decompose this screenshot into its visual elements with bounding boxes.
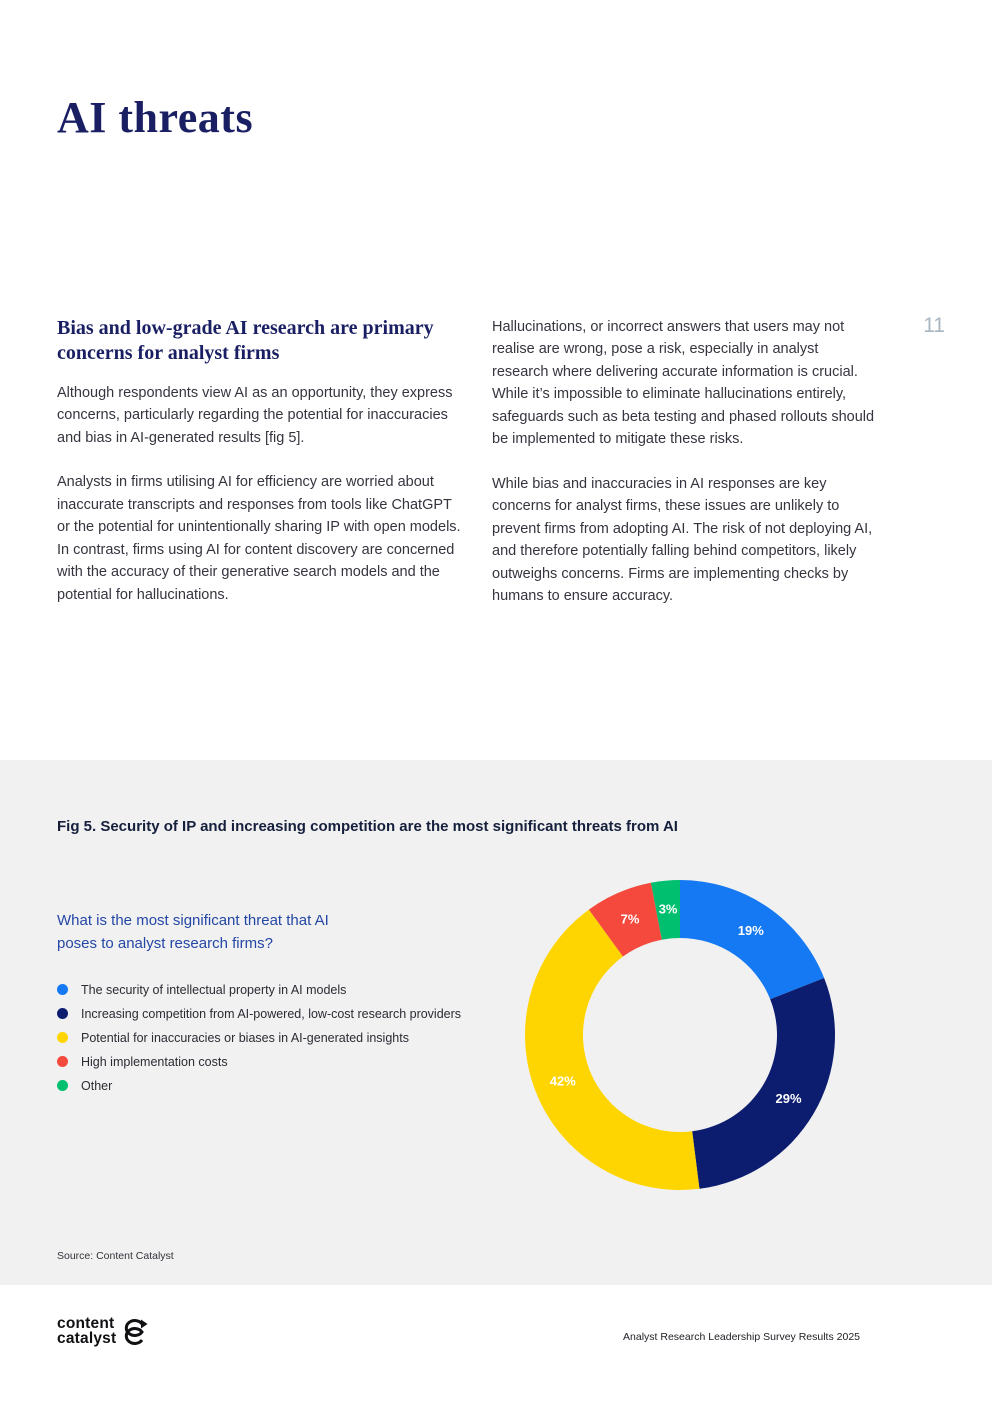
donut-segment [692, 978, 835, 1189]
content-catalyst-logo [57, 1317, 148, 1346]
figure-section [0, 760, 992, 1285]
paragraph: Although respondents view AI as an opportunity, they express concerns, particularly regarding the potential for inaccuracies and bias in AI-generated results [fig 5]. [57, 385, 453, 446]
legend-label: Increasing competition from AI-powered, low-cost research providers [81, 1006, 462, 1021]
logo-text [57, 1317, 116, 1346]
section-heading: Bias and low-grade AI research are primary concerns for analyst firms [57, 317, 434, 364]
figure-question: What is the most significant threat that AI poses to analyst research firms? [57, 912, 329, 952]
left-column [57, 316, 462, 630]
legend-label: Other [81, 1078, 113, 1093]
paragraph: While bias and inaccuracies in AI responses are key concerns for analyst firms, these issues are unlikely to prevent firms from adopting AI. The risk of not deploying AI, and therefore potentially falling behind competitors, likely outweighs concerns. Firms are implementing checks by humans to ensure accuracy. [492, 475, 873, 605]
legend-label: High implementation costs [81, 1054, 228, 1069]
footer-report-title: Analyst Research Leadership Survey Results 2025 [623, 1331, 860, 1343]
slice-label: 29% [775, 1091, 802, 1107]
legend-dot-icon [57, 984, 68, 995]
paragraph: Hallucinations, or incorrect answers that users may not realise are wrong, pose a risk, especially in analyst research where delivering accurate information is crucial. While it’s impossible to eliminate hallucinations entirely, safeguards such as beta testing and phased rollouts should be implemented to mitigate these risks. [492, 319, 875, 448]
body-columns [57, 316, 875, 630]
legend-label: The security of intellectual property in AI models [81, 982, 347, 997]
legend-item [57, 982, 461, 997]
figure-caption: Fig 5. Security of IP and increasing competition are the most significant threats from AI [57, 818, 678, 835]
page-title: AI threats [57, 93, 254, 142]
figure-source: Source: Content Catalyst [57, 1250, 174, 1262]
donut-segment [680, 880, 824, 999]
legend-dot-icon [57, 1008, 68, 1019]
slice-label: 3% [658, 901, 678, 917]
right-column [492, 316, 875, 630]
paragraph: Analysts in firms utilising AI for efficiency are worried about inaccurate transcripts and responses from tools like ChatGPT or the potential for unintentionally sharing IP with open models. In contrast, firms using AI for content discovery are concerned with the accuracy of their generative search models and the potential for hallucinations. [57, 474, 461, 603]
logo-line1: content [57, 1315, 115, 1332]
legend-label: Potential for inaccuracies or biases in AI-generated insights [81, 1030, 409, 1045]
legend-item [57, 1030, 461, 1045]
chart-legend [57, 982, 461, 1102]
legend-dot-icon [57, 1056, 68, 1067]
slice-label: 19% [737, 922, 764, 938]
legend-item [57, 1078, 461, 1093]
logo-mark-icon [122, 1318, 148, 1346]
page-number: 11 [923, 314, 945, 337]
donut-chart [505, 860, 855, 1210]
slice-label: 7% [620, 911, 640, 927]
legend-item [57, 1054, 461, 1069]
legend-item [57, 1006, 461, 1021]
slice-label: 42% [549, 1073, 576, 1089]
page-footer [0, 1285, 992, 1403]
donut-chart-svg [505, 860, 855, 1210]
legend-dot-icon [57, 1032, 68, 1043]
legend-dot-icon [57, 1080, 68, 1091]
donut-segment [525, 910, 699, 1190]
logo-line2: catalyst [57, 1329, 117, 1347]
